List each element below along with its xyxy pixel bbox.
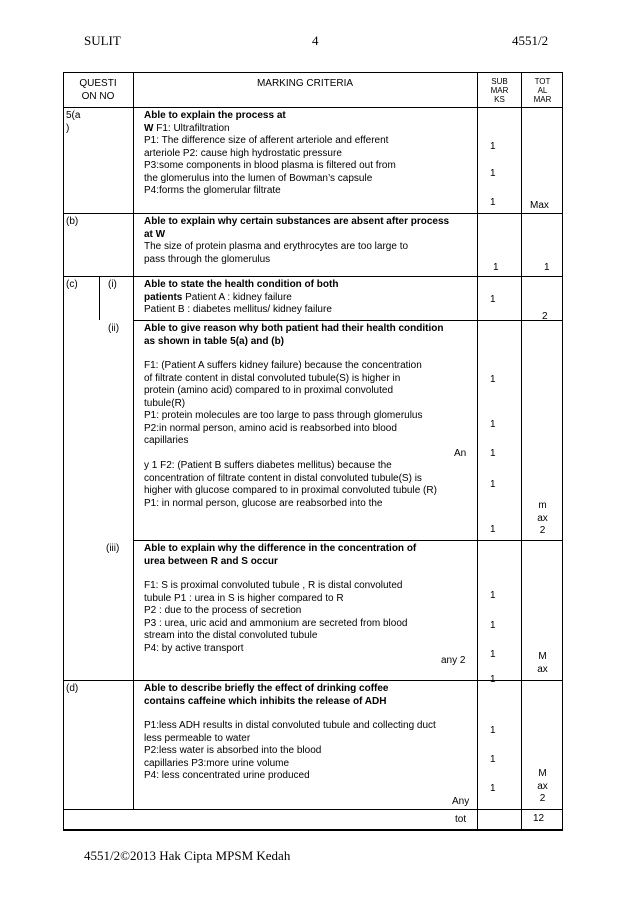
criteria-text: Able to describe briefly the effect of drinking coffee contains caffeine which inhibits the release of ADH P1:less ADH results in distal convoluted tubule and collecting duct less permeable to water P2:less water is absorbed into the blood capillaries P3:more urine volume P4: less concentrated urine produced [144, 683, 436, 781]
header-right: 4551/2 [512, 33, 549, 48]
part-number: (iii) [106, 543, 120, 554]
total-label: tot [455, 814, 467, 825]
column-divider [521, 72, 522, 830]
row-divider [133, 320, 563, 321]
criteria-text: Able to explain why certain substances are absent after process at W The size of protein plasma and erythrocytes are too large to pass through the glomerulus [144, 216, 450, 265]
total-mark: 1 [544, 262, 550, 273]
question-number: (c) [66, 279, 78, 290]
sub-mark: 1 [490, 168, 496, 179]
sub-mark: 1 [490, 197, 496, 208]
sub-mark: 1 [490, 754, 496, 765]
clipped-sub-mark: 1 [490, 674, 496, 685]
total-value: 12 [533, 813, 545, 824]
row-divider [63, 680, 563, 681]
question-number: (d) [66, 683, 79, 694]
row-divider [63, 276, 563, 277]
question-number: (b) [66, 216, 79, 227]
sub-mark: 1 [490, 294, 496, 305]
criteria-text: Able to explain the process at W F1: Ultrafiltration P1: The difference size of afferent arteriole and efferent arteriole P2: cause high hydrostatic pressure P3:some components in blood plasma is filtered out from the glomerulus into the lumen of Bowman’s capsule P4:forms the glomerular filtrate [144, 110, 396, 196]
question-number: 5(a ) [66, 110, 81, 134]
sub-mark: 1 [490, 783, 496, 794]
question-header: QUESTI ON NO [79, 78, 117, 102]
row-divider [63, 809, 563, 810]
criteria-text: Able to state the health condition of both patients Patient A : kidney failure Patient B : diabetes mellitus/ kidney failure [144, 279, 339, 315]
sub-mark: 1 [490, 725, 496, 736]
sub-mark: 1 [490, 620, 496, 631]
total-mark: M ax 2 [537, 768, 548, 804]
sub-mark: 1 [490, 479, 496, 490]
footer-copyright: 4551/2©2013 Hak Cipta MPSM Kedah [84, 848, 291, 863]
row-divider [133, 540, 563, 541]
sub-mark: 1 [490, 374, 496, 385]
sub-mark: 1 [490, 649, 496, 660]
column-divider [99, 276, 100, 320]
column-divider [477, 72, 478, 830]
part-number: (ii) [108, 323, 120, 334]
total-mark: Max [530, 200, 549, 211]
column-divider [133, 72, 134, 809]
any-note: any 2 [441, 655, 466, 666]
total-mark: M ax [537, 651, 548, 675]
sub-marks-header: SUB MAR KS [490, 77, 509, 104]
row-divider [63, 830, 563, 831]
sub-mark: 1 [490, 590, 496, 601]
total-marks-header: TOT AL MAR [533, 77, 552, 104]
criteria-text: Able to explain why the difference in the concentration of urea between R and S occur F1: S is proximal convoluted tubule , R is distal convoluted tubule P1 : urea in S is higher compared to R P2 : due to the process of secretion P3 : urea, uric acid and ammonium are secreted from blood stream into the distal convoluted tubule P4: by active transport [144, 543, 417, 654]
row-divider [63, 107, 563, 108]
criteria-header: MARKING CRITERIA [256, 78, 354, 89]
criteria-text: Able to give reason why both patient had their health condition as shown in table 5(a) and (b) F1: (Patient A suffers kidney failure) because the concentration of filtrate content in distal convoluted tubule(S) is higher in protein (amino acid) compared to in proximal convoluted tubule(R) P1: protein molecules are too large to pass through glomerulus P2:in normal person, amino acid is reabsorbed into blood capillaries An y 1 F2: (Patient B suffers diabetes mellitus) because the concentration of filtrate content in distal convoluted tubule(S) is higher with glucose compared to in proximal convoluted tubule (R) P1: in normal person, glucose are reabsorbed into the [144, 323, 467, 509]
sub-mark: 1 [490, 448, 496, 459]
part-number: (i) [108, 279, 117, 290]
sub-mark: 1 [490, 419, 496, 430]
sub-mark: 1 [493, 262, 499, 273]
sub-mark: 1 [490, 141, 496, 152]
any-note: Any [452, 796, 470, 807]
header-left: SULIT [84, 33, 121, 48]
sub-mark: 1 [490, 524, 496, 535]
page-number: 4 [312, 33, 319, 48]
row-divider [63, 213, 563, 214]
total-mark: 2 [542, 311, 548, 322]
total-mark: m ax 2 [537, 500, 548, 536]
